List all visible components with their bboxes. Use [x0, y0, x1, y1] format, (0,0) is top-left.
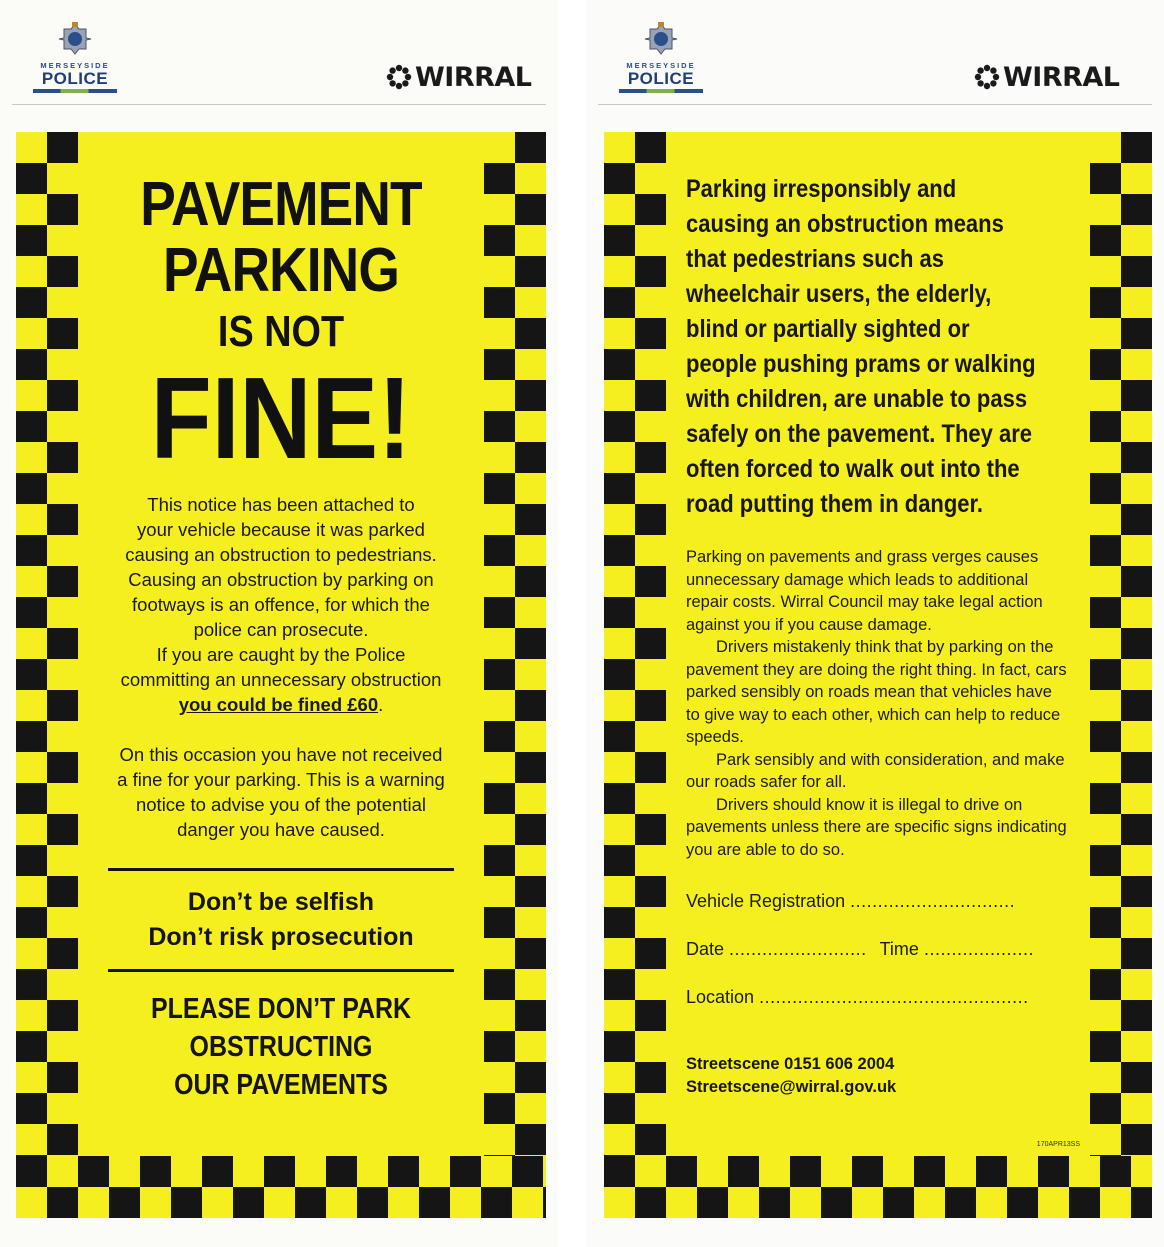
contact-email[interactable]: Streetscene@wirral.gov.uk: [686, 1078, 897, 1096]
closing-line-1: PLEASE DON’T PARK: [150, 993, 412, 1025]
lead-line: Parking irresponsibly and: [686, 175, 957, 203]
checker-border-bottom: [16, 1156, 546, 1218]
lead-line: road putting them in danger.: [686, 490, 983, 518]
closing-message: [106, 990, 455, 1104]
warning-line: notice to advise you of the potential: [135, 794, 427, 815]
police-wordmark: POLICE: [41, 69, 109, 88]
checker-border-bottom: [604, 1156, 1152, 1218]
wirral-wordmark: WIRRAL: [1003, 61, 1120, 93]
header-front: [0, 22, 558, 108]
vehicle-registration-field[interactable]: [686, 891, 1070, 917]
fine-suffix: .: [378, 694, 384, 715]
police-stripe: [33, 89, 117, 93]
contact-details: [686, 1053, 1070, 1099]
wirral-flower-icon: [386, 64, 412, 90]
slogan-line-2: Don’t risk prosecution: [148, 923, 414, 951]
info-text: [686, 546, 1070, 861]
notice-line: If you are caught by the Police: [156, 644, 406, 665]
notice-line: your vehicle because it was parked: [137, 519, 425, 540]
notice-line: causing an obstruction to pedestrians.: [125, 544, 437, 565]
back-side-panel: [586, 0, 1164, 1247]
closing-line-3: OUR PAVEMENTS: [174, 1069, 388, 1101]
rule-bottom: [108, 969, 454, 972]
notice-paragraph: [86, 492, 476, 717]
warning-line: danger you have caused.: [177, 819, 385, 840]
slogan-line-1: Don’t be selfish: [187, 888, 375, 916]
lead-line: causing an obstruction means: [686, 210, 1004, 238]
wirral-logo: [974, 62, 1120, 92]
headline-line-2: PARKING: [163, 236, 399, 305]
notice-line: Causing an obstruction by parking on: [128, 569, 434, 590]
police-region-text: MERSEYSIDE: [626, 61, 696, 70]
lead-paragraph: [686, 172, 1051, 522]
warning-paragraph: [86, 742, 476, 842]
lead-line: blind or partially sighted or: [686, 315, 970, 343]
location-label: Location: [686, 987, 755, 1007]
header-divider: [12, 104, 546, 105]
info-paragraph-damage: Parking on pavements and grass verges causes unnecessary damage which leads to additional repair costs. Wirral Council may take legal action against you if you cause damage.: [686, 548, 1043, 634]
police-crest-icon: [58, 22, 92, 56]
merseyside-police-logo: [606, 22, 716, 94]
date-blank[interactable]: .........................: [729, 939, 867, 959]
back-content: [666, 132, 1090, 1099]
lead-line: people pushing prams or walking: [686, 350, 1036, 378]
time-label: Time: [879, 939, 919, 959]
lead-line: wheelchair users, the elderly,: [686, 280, 992, 308]
front-content: [78, 132, 484, 1104]
front-notice-card: [16, 132, 546, 1218]
checker-border-right: [484, 132, 546, 1218]
slogan: [78, 885, 484, 955]
lead-line: with children, are unable to pass: [686, 385, 1028, 413]
police-region-text: MERSEYSIDE: [40, 61, 110, 70]
fine-amount-text: you could be fined £60: [178, 694, 379, 715]
contact-phone: Streetscene 0151 606 2004: [686, 1055, 895, 1073]
headline-line-3: IS NOT: [217, 307, 345, 356]
lead-line: safely on the pavement. They are: [686, 420, 1033, 448]
time-blank[interactable]: ....................: [923, 939, 1034, 959]
checker-border-left: [16, 132, 78, 1218]
vehicle-registration-blank[interactable]: ..............................: [850, 891, 1016, 911]
lead-line: often forced to walk out into the: [686, 455, 1020, 483]
wirral-flower-icon: [974, 64, 1000, 90]
back-notice-card: [604, 132, 1152, 1218]
date-label: Date: [686, 939, 725, 959]
date-time-field[interactable]: [686, 939, 1070, 965]
merseyside-police-logo: [20, 22, 130, 94]
wirral-logo: [386, 62, 532, 92]
closing-line-2: OBSTRUCTING: [189, 1031, 373, 1063]
front-side-panel: [0, 0, 558, 1247]
checker-border-left: [604, 132, 666, 1218]
warning-line: On this occasion you have not received: [119, 744, 443, 765]
notice-line: This notice has been attached to: [147, 494, 415, 515]
info-paragraph-drivers: Drivers mistakenly think that by parking on the pavement they are doing the right thing. In fact, cars parked sensibly on roads mean that vehicles have to give way to each other, which can help to reduce speeds.: [686, 638, 1067, 746]
header-back: [586, 22, 1164, 108]
fine-line: [86, 692, 476, 717]
rule-top: [108, 868, 454, 871]
info-paragraph-illegal: Drivers should know it is illegal to drive on pavements unless there are specific signs indicating you are able to do so.: [686, 795, 1067, 859]
notice-line: police can prosecute.: [193, 619, 369, 640]
police-stripe: [619, 89, 703, 93]
location-blank[interactable]: .................................................: [759, 987, 1029, 1007]
vehicle-registration-label: Vehicle Registration: [686, 891, 846, 911]
notice-line: footways is an offence, for which the: [132, 594, 430, 615]
location-field[interactable]: [686, 987, 1070, 1013]
wirral-wordmark: WIRRAL: [415, 61, 532, 93]
lead-line: that pedestrians such as: [686, 245, 944, 273]
police-wordmark: POLICE: [627, 69, 695, 88]
info-paragraph-consideration: Park sensibly and with consideration, and make our roads safer for all.: [686, 750, 1065, 791]
warning-line: a fine for your parking. This is a warning: [117, 769, 445, 790]
notice-line: committing an unnecessary obstruction: [120, 669, 442, 690]
headline-line-4: FINE!: [150, 353, 412, 483]
print-code: 170APR13SS: [1036, 1141, 1080, 1148]
police-crest-icon: [644, 22, 678, 56]
headline-line-1: PAVEMENT: [140, 170, 422, 239]
checker-border-right: [1090, 132, 1152, 1218]
header-divider: [598, 104, 1152, 105]
